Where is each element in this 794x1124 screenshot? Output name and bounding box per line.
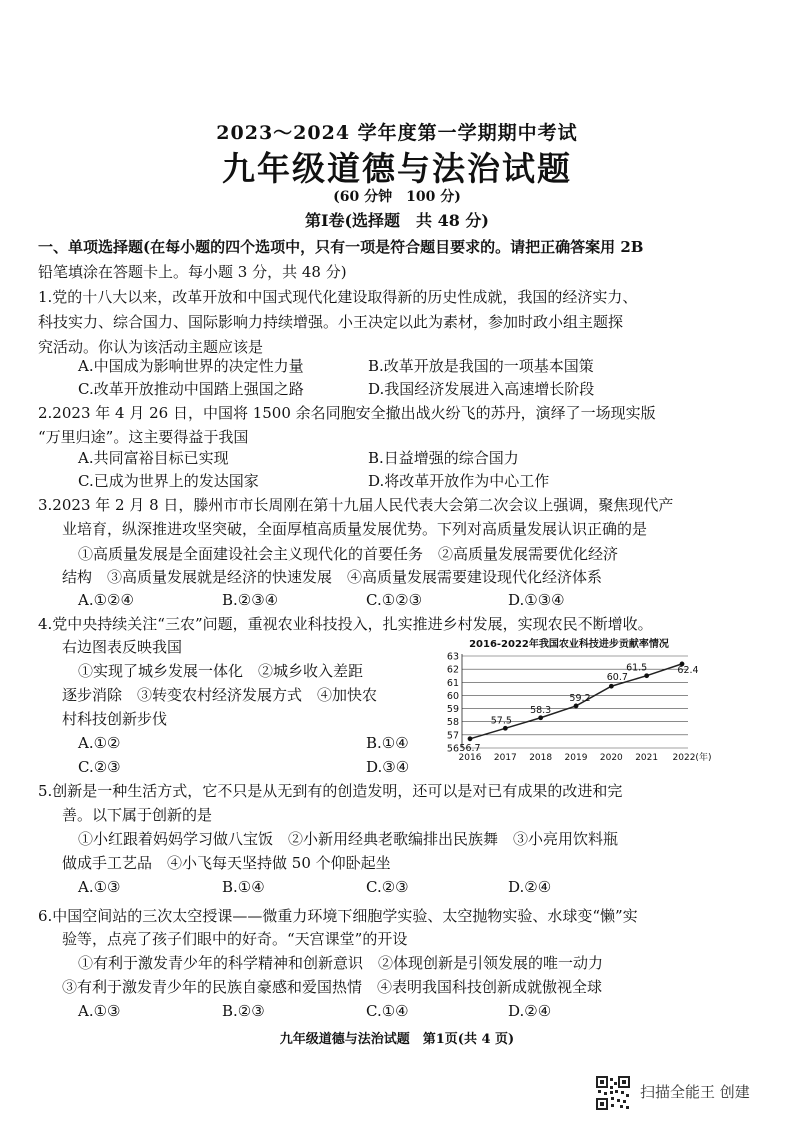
- chart-data-label: 61.5: [626, 662, 648, 674]
- chart-y-tick-label: 62: [446, 664, 459, 676]
- q2-option-b: B.日益增强的综合国力: [368, 449, 519, 467]
- q4-stem-5: 村科技创新步伐: [62, 710, 168, 728]
- q1-stem-3: 究活动。你认为该活动主题应该是: [38, 338, 264, 356]
- instructions-line-2: 铅笔填涂在答题卡上。每小题 3 分，共 48 分): [38, 263, 347, 281]
- chart-x-tick-label: 2017: [493, 753, 517, 763]
- scanner-watermark: 扫描全能王 创建: [640, 1083, 750, 1101]
- q4-stem-3: ①实现了城乡发展一体化 ②城乡收入差距: [78, 662, 364, 680]
- instructions-line-1: 一、单项选择题(在每小题的四个选项中，只有一项是符合题目要求的。请把正确答案用 2B: [38, 238, 644, 256]
- q4-stem-4: 逐步消除 ③转变农村经济发展方式 ④加快农: [62, 686, 378, 704]
- q5-stem-1: 5.创新是一种生活方式，它不只是从无到有的创造发明，还可以是对已有成果的改进和完: [38, 782, 623, 800]
- chart-point: [538, 715, 543, 720]
- chart-x-tick-label: 2018: [529, 753, 553, 763]
- q4-option-a: A.①②: [78, 734, 121, 752]
- q5-stem-4: 做成手工艺品 ④小飞每天坚持做 50 个仰卧起坐: [62, 854, 391, 872]
- q1-option-a: A.中国成为影响世界的决定性力量: [78, 357, 304, 375]
- q3-option-a: A.①②④: [78, 591, 134, 609]
- q3-stem-2: 业培育，纵深推进攻坚突破，全面厚植高质量发展优势。下列对高质量发展认识正确的是: [62, 520, 648, 538]
- chart-x-tick-label: 2019: [564, 753, 588, 763]
- subject-title: 九年级道德与法治试题: [222, 149, 572, 188]
- q6-stem-2: 验等，点亮了孩子们眼中的好奇。“天宫课堂”的开设: [62, 930, 408, 948]
- part-title: 第Ⅰ卷(选择题 共 48 分): [304, 211, 490, 230]
- chart-y-tick-label: 58: [446, 717, 459, 729]
- q6-option-c: C.①④: [366, 1002, 409, 1020]
- q5-option-a: A.①③: [78, 878, 121, 896]
- q3-stem-3: ①高质量发展是全面建设社会主义现代化的首要任务 ②高质量发展需要优化经济: [78, 545, 619, 563]
- q5-option-c: C.②③: [366, 878, 409, 896]
- q5-option-b: B.①④: [222, 878, 265, 896]
- q2-stem-1: 2.2023 年 4 月 26 日，中国将 1500 余名同胞安全撤出战火纷飞的苏丹，演绎了一场现实版: [38, 404, 656, 422]
- q6-stem-3: ①有利于激发青少年的科学精神和创新意识 ②体现创新是引领发展的唯一动力: [78, 954, 604, 972]
- chart-point: [468, 736, 473, 741]
- chart-point: [503, 726, 508, 731]
- q4-stem-2: 右边图表反映我国: [62, 638, 183, 656]
- q1-stem-1: 1.党的十八大以来，改革开放和中国式现代化建设取得新的历史性成就，我国的经济实力、: [38, 288, 638, 306]
- chart-y-tick-label: 57: [446, 730, 459, 742]
- q3-option-b: B.②③④: [222, 591, 279, 609]
- q5-stem-3: ①小红跟着妈妈学习做八宝饭 ②小新用经典老歌编排出民族舞 ③小亮用饮料瓶: [78, 830, 619, 848]
- chart-y-tick-label: 60: [446, 690, 459, 702]
- q3-stem-4: 结构 ③高质量发展就是经济的快速发展 ④高质量发展需要建设现代化经济体系: [62, 568, 603, 586]
- q6-option-b: B.②③: [222, 1002, 265, 1020]
- q5-option-d: D.②④: [508, 878, 552, 896]
- chart-x-tick-label: 2020: [599, 753, 623, 763]
- chart-y-tick-label: 56: [446, 743, 459, 755]
- q1-option-c: C.改革开放推动中国踏上强国之路: [78, 380, 304, 398]
- chart-data-label: 59.2: [569, 692, 591, 704]
- chart-point: [644, 673, 649, 678]
- q3-option-c: C.①②③: [366, 591, 423, 609]
- q4-stem-1: 4.党中央持续关注“三农”问题，重视农业科技投入，扎实推进乡村发展，实现农民不断增收。: [38, 615, 653, 633]
- q4-option-b: B.①④: [366, 734, 409, 752]
- q6-stem-4: ③有利于激发青少年的民族自豪感和爱国热情 ④表明我国科技创新成就傲视全球: [62, 978, 603, 996]
- chart-title: 2016-2022年我国农业科技进步贡献率情况: [469, 639, 669, 650]
- exam-title: 2023～2024 学年度第一学期期中考试: [216, 122, 578, 144]
- chart-data-label: 57.5: [490, 715, 512, 727]
- chart-data-label: 62.4: [677, 664, 699, 676]
- chart-x-tick-label: 2016: [458, 753, 482, 763]
- q1-stem-2: 科技实力、综合国力、国际影响力持续增强。小王决定以此为素材，参加时政小组主题探: [38, 313, 624, 331]
- q2-option-c: C.已成为世界上的发达国家: [78, 472, 259, 490]
- chart-data-label: 60.7: [606, 672, 628, 684]
- q3-stem-1: 3.2023 年 2 月 8 日，滕州市市长周刚在第十九届人民代表大会第二次会议上强调，聚焦现代产: [38, 496, 674, 514]
- qr-code-icon: [596, 1076, 630, 1110]
- chart-point: [609, 684, 614, 689]
- q2-option-d: D.将改革开放作为中心工作: [368, 472, 550, 490]
- chart-y-tick-label: 63: [446, 651, 459, 663]
- q2-stem-2: “万里归途”。这主要得益于我国: [38, 428, 249, 446]
- q6-option-a: A.①③: [78, 1002, 121, 1020]
- q4-option-c: C.②③: [78, 758, 121, 776]
- chart-y-tick-label: 59: [446, 704, 459, 716]
- q5-stem-2: 善。以下属于创新的是: [62, 806, 213, 824]
- time-score: (60 分钟 100 分): [333, 189, 461, 205]
- q6-stem-1: 6.中国空间站的三次太空授课——微重力环境下细胞学实验、太空抛物实验、水球变“懒”实: [38, 907, 638, 925]
- q2-option-a: A.共同富裕目标已实现: [78, 449, 229, 467]
- agri-tech-chart: [438, 636, 712, 766]
- chart-x-tick-label: 2022(年): [672, 753, 712, 763]
- page-footer: 九年级道德与法治试题 第1页(共 4 页): [279, 1032, 515, 1047]
- chart-point: [574, 704, 579, 709]
- chart-x-tick-label: 2021: [635, 753, 659, 763]
- chart-data-label: 58.3: [530, 704, 552, 716]
- q4-option-d: D.③④: [366, 758, 410, 776]
- chart-data-label: 56.7: [459, 742, 481, 754]
- q6-option-d: D.②④: [508, 1002, 552, 1020]
- q3-option-d: D.①③④: [508, 591, 565, 609]
- q1-option-b: B.改革开放是我国的一项基本国策: [368, 357, 594, 375]
- chart-y-tick-label: 61: [446, 677, 459, 689]
- q1-option-d: D.我国经济发展进入高速增长阶段: [368, 380, 595, 398]
